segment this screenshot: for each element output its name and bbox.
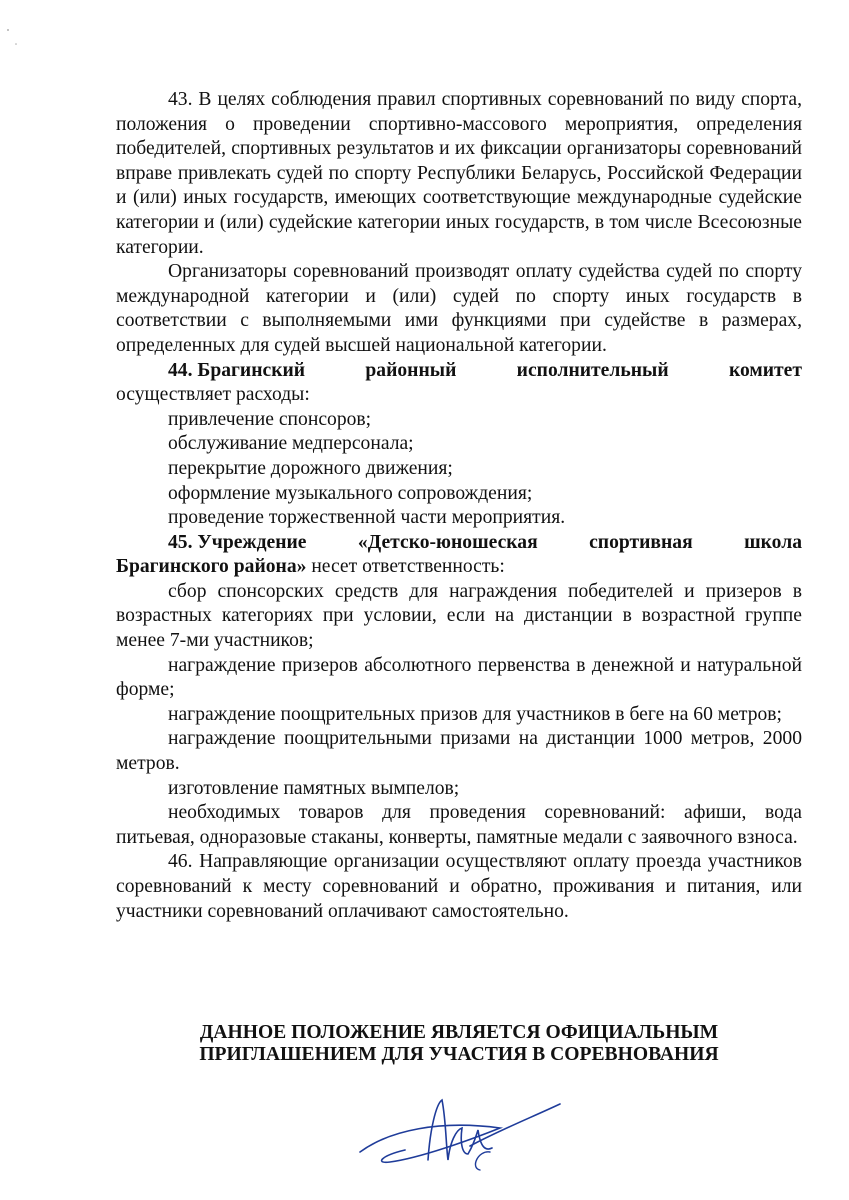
heading-word: 45. Учреждение — [168, 531, 307, 553]
paragraph-43: 43. В целях соблюдения правил спортивных соревнований по виду спорта, положения о проведении спортивно-массового мероприятия, определения победителей, спортивных результатов и их фиксации организаторы соревнований вправе привлекать судей по спорту Республики Беларусь, Российской Федерации и (или) иных государств, имеющих соответствующие международные судейские категории и (или) судейские категории иных государств, в том числе Всесоюзные категории. — [116, 89, 802, 258]
heading-word: комитет — [728, 359, 802, 381]
list-item: проведение торжественной части мероприятия. — [168, 507, 566, 529]
list-item: привлечение спонсоров; — [168, 408, 372, 430]
list-item: изготовление памятных вымпелов; — [168, 777, 460, 799]
list-item: награждение призеров абсолютного первенства в денежной и натуральной форме; — [116, 654, 802, 701]
section-44-heading — [116, 359, 802, 384]
paragraph-43-payment: Организаторы соревнований производят оплату судейства судей по спорту международной категории и (или) судей по спорту иных государств в соответствии с выполняемыми ими функциями при судействе в размерах, определенных для судей высшей национальной категории. — [116, 261, 802, 356]
section-44 — [116, 359, 802, 531]
document-body — [116, 88, 802, 924]
notice-line-2: ПРИГЛАШЕНИЕМ ДЛЯ УЧАСТИЯ В СОРЕВНОВАНИЯ — [199, 1044, 719, 1065]
section-45-lead-text: несет ответственность: — [306, 556, 505, 578]
heading-word: «Детско-юношеская — [357, 531, 538, 553]
heading-word: районный — [365, 359, 457, 381]
list-item: обслуживание медперсонала; — [168, 433, 414, 455]
official-invitation-notice — [116, 1022, 802, 1066]
list-item: награждение поощрительными призами на дистанции 1000 метров, 2000 метров. — [116, 728, 802, 775]
list-item: необходимых товаров для проведения соревнований: афиши, вода питьевая, одноразовые стаканы, конверты, памятные медали с заявочного взноса. — [116, 802, 802, 848]
heading-word: исполнительный — [516, 359, 669, 381]
scan-specks — [0, 0, 40, 60]
list-item: награждение поощрительных призов для участников в беге на 60 метров; — [168, 703, 782, 725]
notice-line-1: ДАННОЕ ПОЛОЖЕНИЕ ЯВЛЯЕТСЯ ОФИЦИАЛЬНЫМ — [199, 1022, 719, 1043]
heading-word: 44. Брагинский — [168, 359, 306, 381]
list-item: сбор спонсорских средств для награждения победителей и призеров в возрастных категориях при условии, если на дистанции в возрастной группе менее 7-ми участников; — [116, 580, 802, 652]
section-45-heading — [116, 531, 802, 556]
list-item: перекрытие дорожного движения; — [168, 457, 453, 479]
heading-word: спортивная — [589, 531, 693, 553]
section-45-lead — [116, 555, 802, 580]
section-45-heading-cont: Брагинского района» — [116, 556, 307, 578]
heading-word: школа — [744, 531, 802, 553]
paragraph-46: 46. Направляющие организации осуществляют оплату проезда участников соревнований к месту соревнований и обратно, проживания и питания, или участники соревнований оплачивают самостоятельно. — [116, 851, 802, 922]
signature-image — [350, 1090, 570, 1180]
section-45 — [116, 531, 802, 851]
section-44-lead: осуществляет расходы: — [116, 384, 310, 406]
list-item: оформление музыкального сопровождения; — [168, 482, 533, 504]
